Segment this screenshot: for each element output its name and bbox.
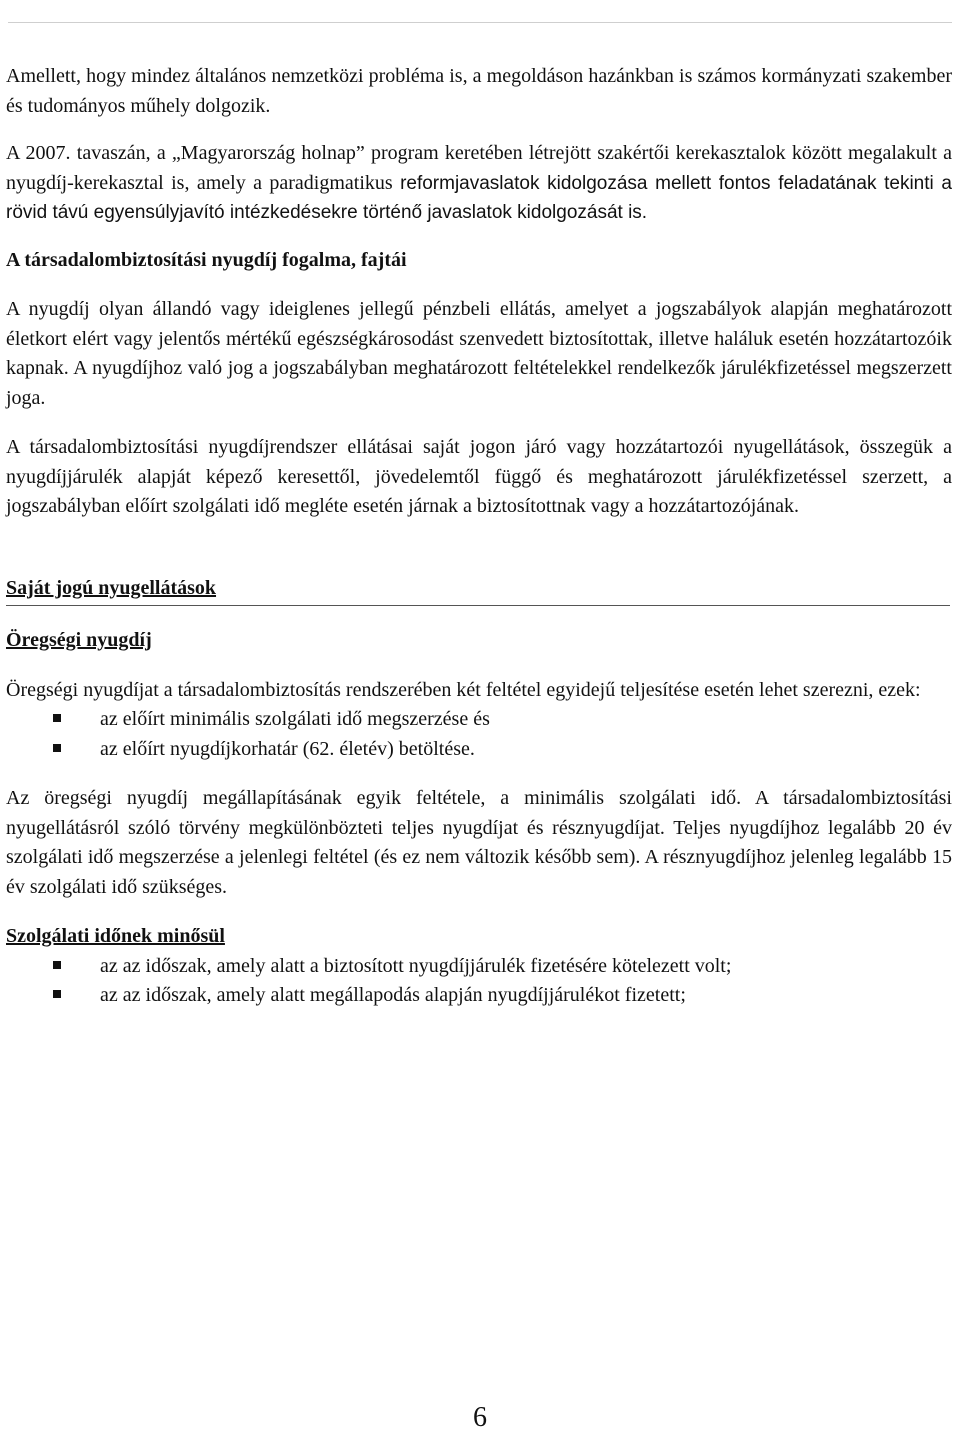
service-time-paragraph: Az öregségi nyugdíj megállapításának egyik feltétele, a minimális szolgálati idő. A társadalombiztosítási nyugellátásról szóló törvény megkülönbözteti teljes nyugdíjat és résznyugdíjat. Teljes nyugdíjhoz legalább 20 év szolgálati idő megszerzése a jelenlegi feltétel (és ez nem változik később sem). A résznyugdíjhoz jelenleg legalább 15 év szolgálati idő szükséges. bbox=[6, 787, 952, 898]
intro-paragraph-1: Amellett, hogy mindez általános nemzetközi probléma is, a megoldáson hazánkban is számos kormányzati szakember és tudományos műhely dolgozik. bbox=[6, 65, 952, 117]
list-item-text: az az időszak, amely alatt megállapodás alapján nyugdíjjárulékot fizetett; bbox=[100, 984, 686, 1006]
page-number: 6 bbox=[473, 1402, 487, 1433]
list-item bbox=[6, 981, 952, 1011]
subheading-old-age-pension-text: Öregségi nyugdíj bbox=[6, 629, 152, 651]
intro-paragraph-2-serif: A 2007. tavaszán, a „Magyarország holnap” program keretében létrejött szakértői kerekasztalok között megalakult a nyugdíj-kerekasztal is, amely a paradigmatikus bbox=[6, 142, 952, 194]
subheading-service-time bbox=[6, 922, 952, 952]
service-time-list bbox=[6, 952, 952, 1011]
square-bullet-icon bbox=[53, 961, 61, 969]
square-bullet-icon bbox=[53, 714, 61, 722]
list-item bbox=[6, 952, 952, 982]
conditions-list bbox=[6, 705, 952, 764]
intro-paragraph-2 bbox=[6, 139, 952, 228]
section-heading-own-right bbox=[6, 574, 950, 607]
document-page bbox=[6, 62, 952, 1011]
list-item bbox=[6, 735, 952, 765]
section-heading-own-right-text: Saját jogú nyugellátások bbox=[6, 576, 217, 599]
header-rule bbox=[8, 22, 952, 23]
pension-definition-paragraph: A nyugdíj olyan állandó vagy ideiglenes jellegű pénzbeli ellátás, amelyet a jogszabályok alapján meghatározott életkort elért vagy jelentős mértékű egészségkárosodást szenvedett biztosítottak, illetve haláluk esetén hozzátartozóik kapnak. A nyugdíjhoz való jog a jogszabályban meghatározott feltételekkel rendelkezők járulékfizetéssel megszerzett joga. bbox=[6, 298, 952, 409]
section-heading-concept: A társadalombiztosítási nyugdíj fogalma, fajtái bbox=[6, 248, 407, 271]
subheading-service-time-text: Szolgálati időnek minősül bbox=[6, 925, 225, 947]
list-item-text: az előírt minimális szolgálati idő megszerzése és bbox=[100, 708, 490, 730]
list-item-text: az előírt nyugdíjkorhatár (62. életév) betöltése. bbox=[100, 737, 475, 760]
square-bullet-icon bbox=[53, 744, 61, 752]
list-item-text: az az időszak, amely alatt a biztosított nyugdíjjárulék fizetésére kötelezett volt; bbox=[100, 954, 732, 977]
pension-system-paragraph: A társadalombiztosítási nyugdíjrendszer ellátásai saját jogon járó vagy hozzátartozói nyugellátások, összegük a nyugdíjjárulék alapját képező keresettől, jövedelemtől függő és meghatározott járulékfizetéssel szerzett, a jogszabályban előírt szolgálati idő megléte esetén járnak a biztosítottnak vagy a hozzátartozójának. bbox=[6, 436, 952, 517]
old-age-conditions-intro: Öregségi nyugdíjat a társadalombiztosítás rendszerében két feltétel egyidejű teljesítése esetén lehet szerezni, ezek: bbox=[6, 678, 921, 701]
intro-paragraph-2-sans: reformjavaslatok kidolgozása mellett fontos feladatának tekinti a rövid távú egyensúlyjavító intézkedésekre történő javaslatok kidolgozását is. bbox=[6, 172, 952, 223]
list-item bbox=[6, 705, 952, 735]
square-bullet-icon bbox=[53, 990, 61, 998]
subheading-old-age-pension bbox=[6, 626, 952, 656]
